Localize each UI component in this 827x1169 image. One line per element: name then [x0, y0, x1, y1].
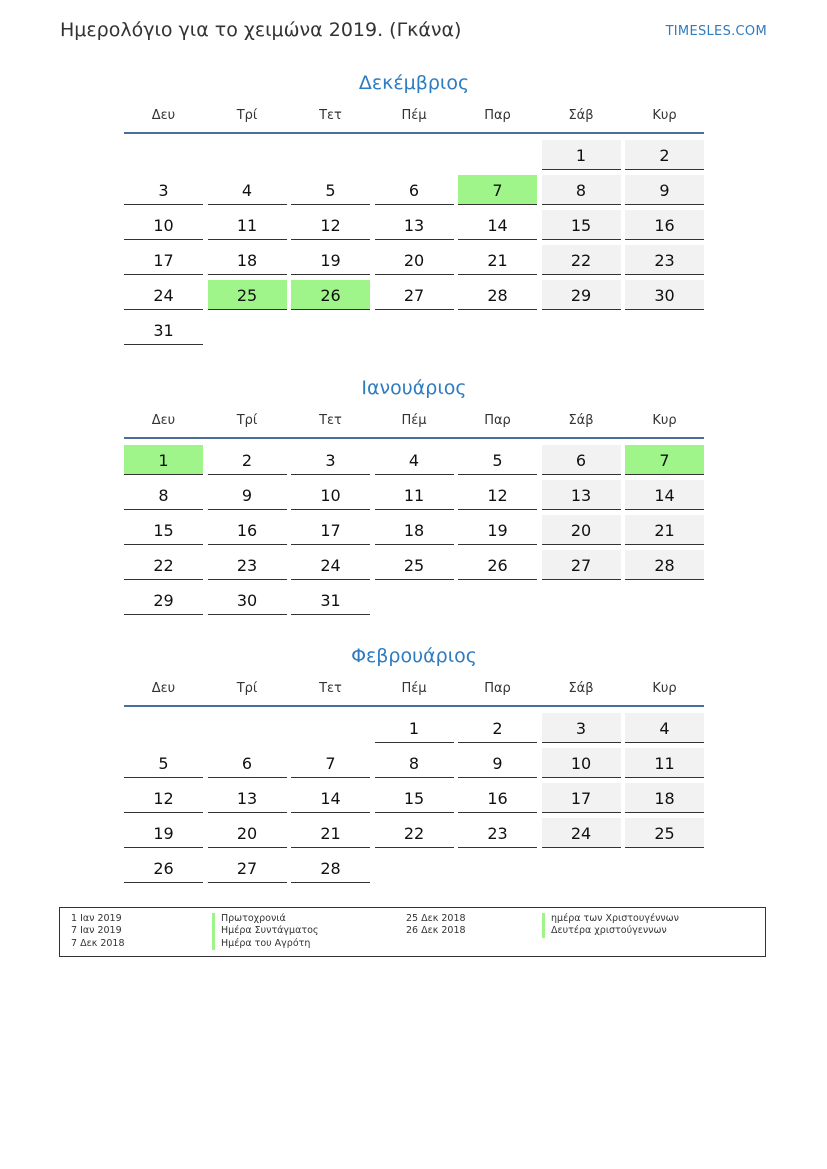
- legend-date: 7 Ιαν 2019: [71, 925, 122, 937]
- day-cell: 19: [124, 818, 203, 848]
- weekday-label: Πέμ: [401, 413, 427, 428]
- month-february: [124, 643, 704, 883]
- day-cell: 30: [208, 585, 287, 615]
- day-cell: 1: [375, 713, 454, 743]
- day-cell: 31: [291, 585, 370, 615]
- day-cell: 24: [124, 280, 203, 310]
- day-cell: 29: [542, 280, 621, 310]
- day-cell: 19: [458, 515, 537, 545]
- day-cell: 8: [542, 175, 621, 205]
- weekday-label: Κυρ: [652, 413, 677, 428]
- month-january: [124, 375, 704, 615]
- weekday-label: Τρί: [236, 413, 258, 428]
- day-cell: 18: [208, 245, 287, 275]
- day-cell: 25: [375, 550, 454, 580]
- empty-cell: [375, 140, 454, 170]
- day-cell: 23: [458, 818, 537, 848]
- day-cell: 16: [625, 210, 704, 240]
- empty-cell: [124, 140, 203, 170]
- day-cell: 25: [625, 818, 704, 848]
- weekday-label: Κυρ: [652, 108, 677, 123]
- weekday-label: Παρ: [484, 413, 511, 428]
- weekday-label: Τετ: [319, 681, 342, 696]
- day-cell: 15: [375, 783, 454, 813]
- weekday-label: Τρί: [236, 681, 258, 696]
- holiday-day-cell: 7: [458, 175, 537, 205]
- empty-cell: [291, 713, 370, 743]
- empty-cell: [458, 140, 537, 170]
- empty-cell: [208, 713, 287, 743]
- legend-holiday-name: Δευτέρα χριστούγεννων: [542, 925, 679, 937]
- weekday-label: Σάβ: [568, 413, 594, 428]
- day-cell: 28: [291, 853, 370, 883]
- day-cell: 11: [625, 748, 704, 778]
- day-cell: 12: [458, 480, 537, 510]
- legend-holiday-name: ημέρα των Χριστουγέννων: [542, 913, 679, 925]
- weekday-label: Τρί: [236, 108, 258, 123]
- day-cell: 14: [625, 480, 704, 510]
- day-cell: 13: [375, 210, 454, 240]
- day-cell: 7: [291, 748, 370, 778]
- weekday-label: Τετ: [319, 108, 342, 123]
- day-cell: 26: [124, 853, 203, 883]
- day-cell: 20: [542, 515, 621, 545]
- weekday-label: Παρ: [484, 681, 511, 696]
- day-cell: 9: [625, 175, 704, 205]
- days-grid: [124, 713, 704, 883]
- holiday-legend: [59, 907, 766, 957]
- day-cell: 3: [124, 175, 203, 205]
- day-cell: 14: [291, 783, 370, 813]
- day-cell: 5: [458, 445, 537, 475]
- day-cell: 11: [208, 210, 287, 240]
- day-cell: 9: [208, 480, 287, 510]
- day-cell: 22: [375, 818, 454, 848]
- day-cell: 14: [458, 210, 537, 240]
- day-cell: 18: [375, 515, 454, 545]
- day-cell: 17: [291, 515, 370, 545]
- day-cell: 22: [124, 550, 203, 580]
- day-cell: 26: [458, 550, 537, 580]
- day-cell: 27: [542, 550, 621, 580]
- holiday-day-cell: 1: [124, 445, 203, 475]
- day-cell: 4: [375, 445, 454, 475]
- legend-date: 1 Ιαν 2019: [71, 913, 122, 924]
- day-cell: 8: [124, 480, 203, 510]
- weekday-header: [124, 677, 704, 707]
- day-cell: 21: [458, 245, 537, 275]
- month-title: Ιανουάριος: [361, 377, 467, 399]
- weekday-label: Σάβ: [568, 681, 594, 696]
- legend-date: 26 Δεκ 2018: [406, 925, 466, 937]
- day-cell: 5: [291, 175, 370, 205]
- day-cell: 6: [542, 445, 621, 475]
- day-cell: 4: [208, 175, 287, 205]
- legend-holiday-name: Ημέρα Συντάγματος: [212, 925, 318, 937]
- day-cell: 29: [124, 585, 203, 615]
- legend-date: 25 Δεκ 2018: [406, 913, 466, 924]
- day-cell: 11: [375, 480, 454, 510]
- day-cell: 17: [124, 245, 203, 275]
- day-cell: 12: [291, 210, 370, 240]
- day-cell: 2: [625, 140, 704, 170]
- day-cell: 27: [375, 280, 454, 310]
- month-title: Δεκέμβριος: [358, 72, 470, 94]
- weekday-label: Δευ: [151, 413, 176, 428]
- empty-cell: [124, 713, 203, 743]
- holiday-day-cell: 26: [291, 280, 370, 310]
- day-cell: 20: [375, 245, 454, 275]
- day-cell: 6: [208, 748, 287, 778]
- weekday-label: Παρ: [484, 108, 511, 123]
- site-link[interactable]: TIMESLES.COM: [665, 24, 767, 39]
- day-cell: 10: [291, 480, 370, 510]
- holiday-day-cell: 7: [625, 445, 704, 475]
- day-cell: 2: [208, 445, 287, 475]
- day-cell: 21: [625, 515, 704, 545]
- day-cell: 3: [291, 445, 370, 475]
- day-cell: 9: [458, 748, 537, 778]
- day-cell: 16: [458, 783, 537, 813]
- day-cell: 15: [542, 210, 621, 240]
- legend-date: 7 Δεκ 2018: [71, 937, 125, 949]
- days-grid: [124, 140, 704, 345]
- weekday-label: Σάβ: [568, 108, 594, 123]
- weekday-label: Πέμ: [401, 681, 427, 696]
- day-cell: 3: [542, 713, 621, 743]
- day-cell: 24: [542, 818, 621, 848]
- day-cell: 23: [625, 245, 704, 275]
- day-cell: 16: [208, 515, 287, 545]
- weekday-label: Τετ: [319, 413, 342, 428]
- weekday-header: [124, 104, 704, 134]
- weekday-header: [124, 409, 704, 439]
- day-cell: 4: [625, 713, 704, 743]
- day-cell: 28: [458, 280, 537, 310]
- day-cell: 13: [208, 783, 287, 813]
- day-cell: 6: [375, 175, 454, 205]
- weekday-label: Δευ: [151, 681, 176, 696]
- day-cell: 20: [208, 818, 287, 848]
- day-cell: 8: [375, 748, 454, 778]
- day-cell: 17: [542, 783, 621, 813]
- day-cell: 27: [208, 853, 287, 883]
- day-cell: 10: [124, 210, 203, 240]
- day-cell: 5: [124, 748, 203, 778]
- weekday-label: Κυρ: [652, 681, 677, 696]
- month-title: Φεβρουάριος: [351, 645, 477, 667]
- weekday-label: Πέμ: [401, 108, 427, 123]
- legend-holiday-name: Πρωτοχρονιά: [212, 913, 318, 925]
- day-cell: 28: [625, 550, 704, 580]
- day-cell: 21: [291, 818, 370, 848]
- day-cell: 13: [542, 480, 621, 510]
- month-december: [124, 70, 704, 345]
- day-cell: 12: [124, 783, 203, 813]
- day-cell: 24: [291, 550, 370, 580]
- day-cell: 18: [625, 783, 704, 813]
- holiday-day-cell: 25: [208, 280, 287, 310]
- day-cell: 23: [208, 550, 287, 580]
- day-cell: 10: [542, 748, 621, 778]
- page-title: Ημερολόγιο για το χειμώνα 2019. (Γκάνα): [60, 19, 462, 41]
- day-cell: 30: [625, 280, 704, 310]
- day-cell: 19: [291, 245, 370, 275]
- weekday-label: Δευ: [151, 108, 176, 123]
- day-cell: 22: [542, 245, 621, 275]
- legend-holiday-name: Ημέρα του Αγρότη: [212, 938, 318, 950]
- day-cell: 31: [124, 315, 203, 345]
- day-cell: 15: [124, 515, 203, 545]
- empty-cell: [291, 140, 370, 170]
- empty-cell: [208, 140, 287, 170]
- days-grid: [124, 445, 704, 615]
- day-cell: 1: [542, 140, 621, 170]
- day-cell: 2: [458, 713, 537, 743]
